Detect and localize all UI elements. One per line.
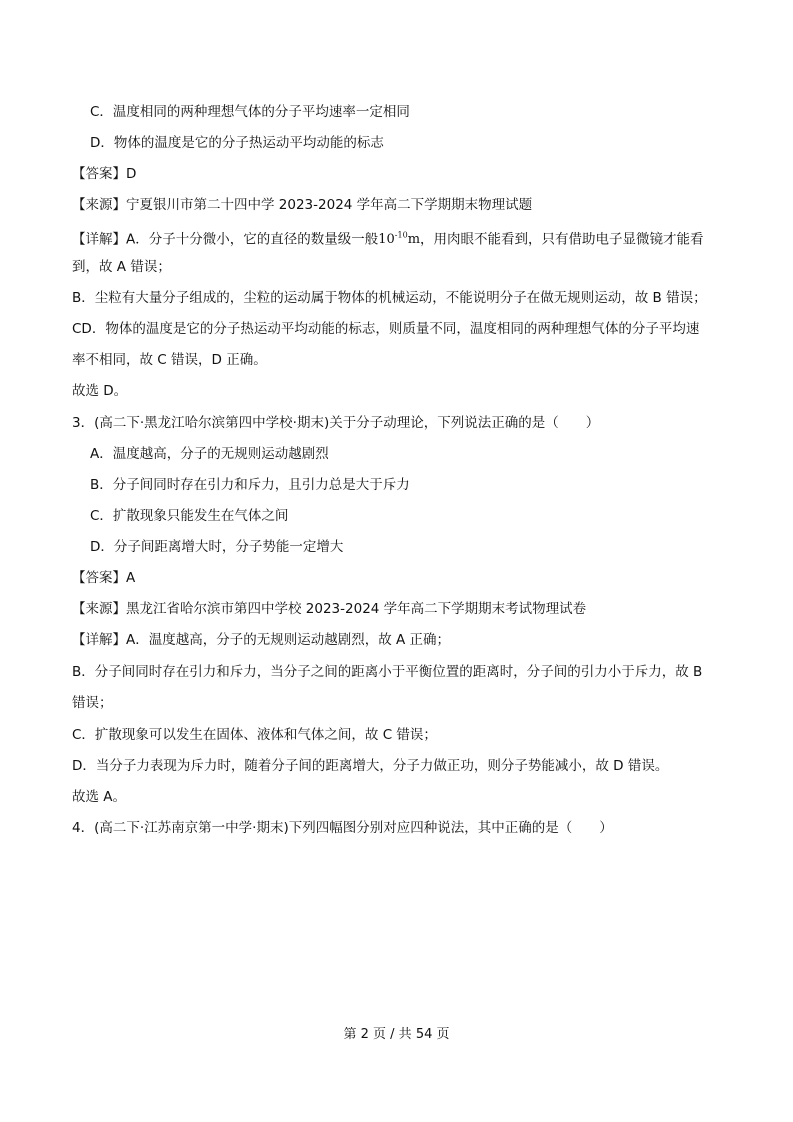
explanation-q2-line3: B．尘粒有大量分子组成的，尘粒的运动属于物体的机械运动，不能说明分子在做无规则运动，故 B 错误；: [72, 290, 707, 306]
explanation-q2-text-a: 【详解】A．分子十分微小，它的直径的数量级一般: [72, 231, 379, 248]
source-q3: 【来源】黑龙江省哈尔滨市第四中学校 2023-2024 学年高二下学期期末考试物理试卷: [72, 601, 587, 617]
source-q2: 【来源】宁夏银川市第二十四中学 2023-2024 学年高二下学期期末物理试题: [72, 197, 533, 213]
explanation-q2-line5: 率不相同，故 C 错误，D 正确。: [72, 352, 267, 368]
explanation-q3-line3: 错误；: [72, 695, 113, 711]
explanation-q3-line1: 【详解】A．温度越高，分子的无规则运动越剧烈，故 A 正确；: [72, 632, 451, 648]
question-4: 4．(高二下·江苏南京第一中学·期末)下列四幅图分别对应四种说法，其中正确的是（ ）: [72, 820, 613, 836]
explanation-q2-line2: 到，故 A 错误；: [72, 259, 171, 275]
explanation-q3-line5: D．当分子力表现为斥力时，随着分子间的距离增大，分子力做正功，则分子势能减小，故 D 错误。: [72, 758, 669, 774]
explanation-q2-text-b: ，用肉眼不能看到，只有借助电子显微镜才能看: [420, 231, 704, 248]
explanation-q2-line4: CD．物体的温度是它的分子热运动平均动能的标志，则质量不同，温度相同的两种理想气体的分子平均速: [72, 321, 700, 337]
exponent-base: 10: [378, 232, 395, 248]
option-c-q3: C．扩散现象只能发生在气体之间: [90, 508, 289, 524]
option-d-q2: D．物体的温度是它的分子热运动平均动能的标志: [90, 135, 384, 151]
page-footer: 第 2 页 / 共 54 页: [343, 1027, 450, 1042]
explanation-q3-line2: B．分子间同时存在引力和斥力，当分子之间的距离小于平衡位置的距离时，分子间的引力小于斥力，故 B: [72, 664, 703, 680]
option-b-q3: B．分子间同时存在引力和斥力，且引力总是大于斥力: [90, 477, 410, 493]
conclusion-q2: 故选 D。: [72, 383, 128, 399]
explanation-q2-line1: [72, 226, 732, 250]
question-3: 3．(高二下·黑龙江哈尔滨第四中学校·期末)关于分子动理论，下列说法正确的是（ ）: [72, 415, 600, 431]
exponent: -10: [394, 231, 408, 240]
conclusion-q3: 故选 A。: [72, 789, 127, 805]
scientific-notation: [378, 232, 420, 247]
option-d-q3: D．分子间距离增大时，分子势能一定增大: [90, 539, 344, 555]
answer-q3: 【答案】A: [72, 570, 136, 586]
option-a-q3: A．温度越高，分子的无规则运动越剧烈: [90, 446, 329, 462]
explanation-q3-line4: C．扩散现象可以发生在固体、液体和气体之间，故 C 错误；: [72, 727, 437, 743]
option-c-q2: C．温度相同的两种理想气体的分子平均速率一定相同: [90, 104, 410, 120]
answer-q2: 【答案】D: [72, 166, 137, 182]
unit-meter: m: [407, 232, 421, 248]
